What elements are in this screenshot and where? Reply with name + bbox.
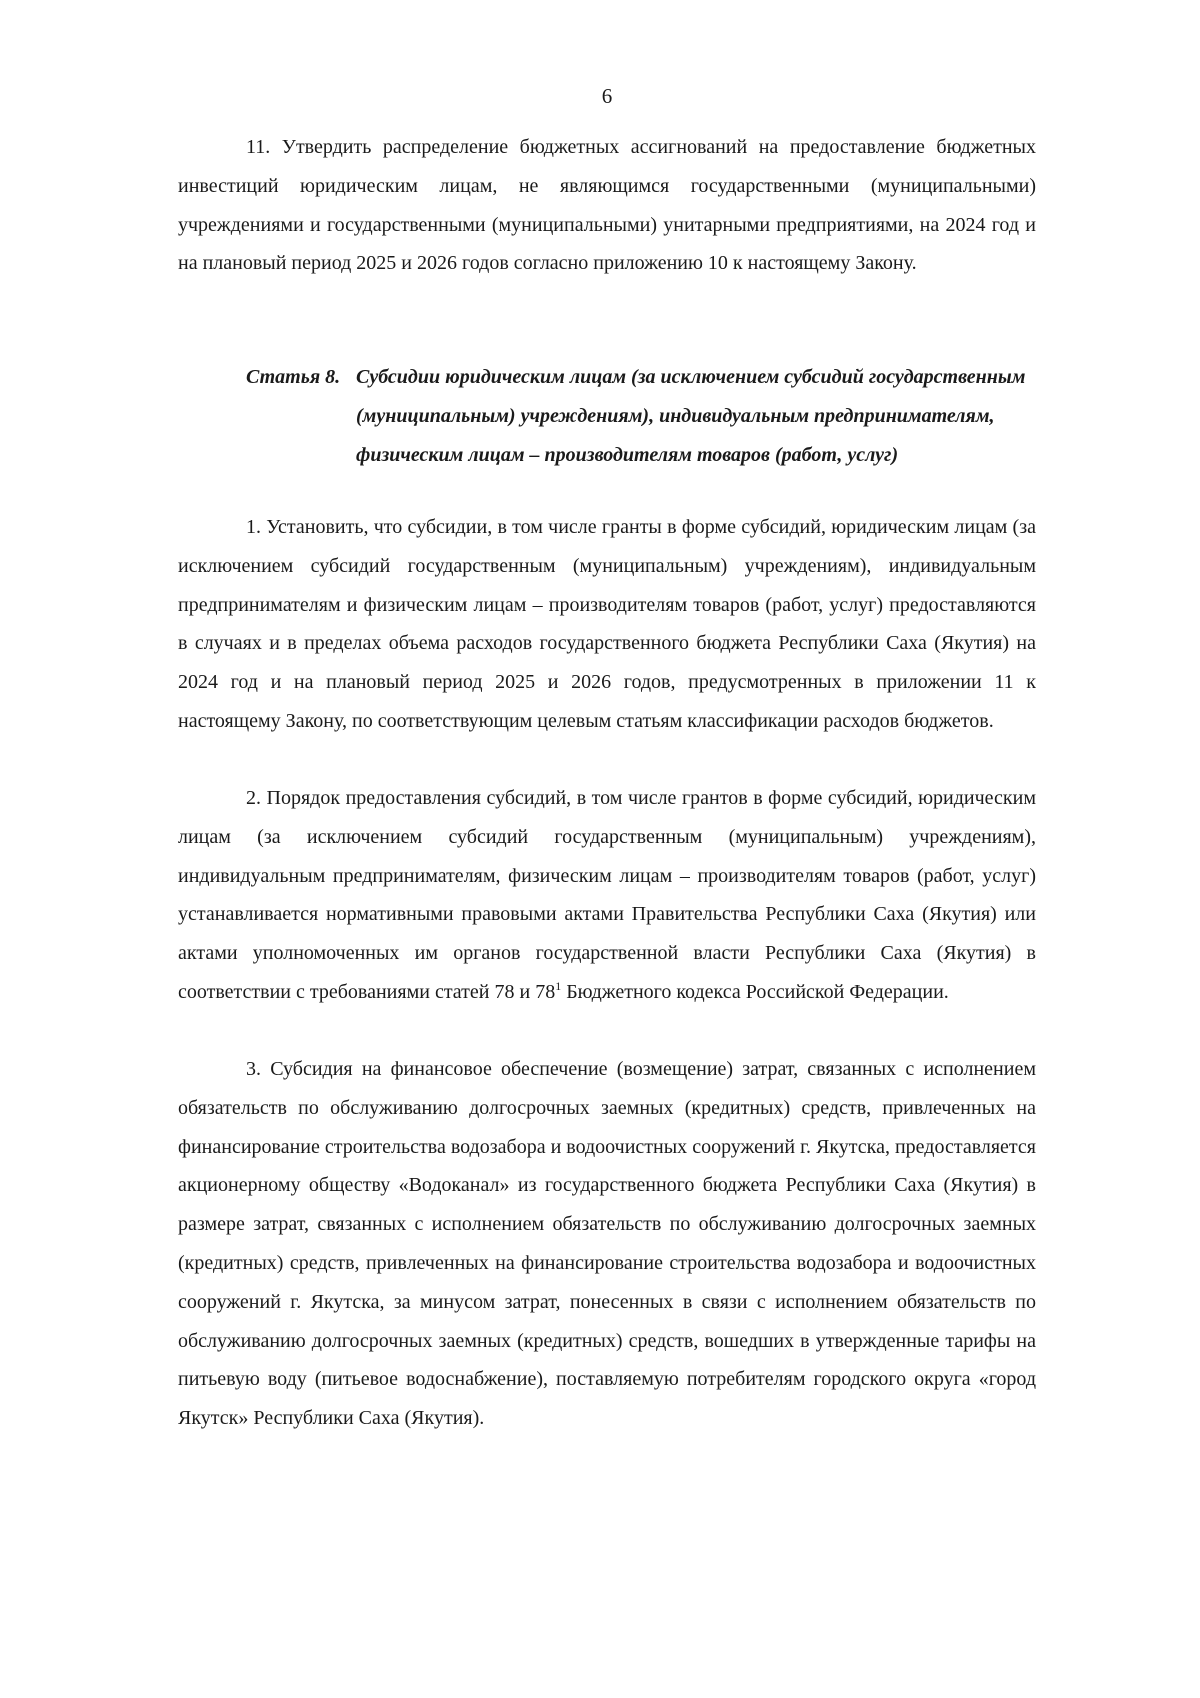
paragraph-11: 11. Утвердить распределение бюджетных ассигнований на предоставление бюджетных инвестиций юридическим лицам, не являющимся государственными (муниципальными) учреждениями и государственными (муниципальными) унитарными предприятиями, на 2024 год и на плановый период 2025 и 2026 годов согласно приложению 10 к настоящему Закону. <box>178 136 1036 275</box>
article-8-paragraph-2 <box>178 779 1036 1012</box>
article-8-title: Субсидии юридическим лицам (за исключением субсидий государственным (муниципальным) учреждениям), индивидуальным предпринимателям, физическим лицам – производителям товаров (работ, услуг) <box>356 366 1026 466</box>
article-superscript: 1 <box>555 978 562 993</box>
article-8-heading <box>178 358 1036 514</box>
article-8-label: Статья 8. <box>246 366 341 388</box>
article-8-paragraph-3: 3. Субсидия на финансовое обеспечение (возмещение) затрат, связанных с исполнением обязательств по обслуживанию долгосрочных заемных (кредитных) средств, привлеченных на финансирование строительства водозабора и водоочистных сооружений г. Якутска, предоставляется акционерному обществу «Водоканал» из государственного бюджета Республики Саха (Якутия) в размере затрат, связанных с исполнением обязательств по обслуживанию долгосрочных заемных (кредитных) средств, привлеченных на финансирование строительства водозабора и водоочистных сооружений г. Якутска, за минусом затрат, понесенных в связи с исполнением обязательств по обслуживанию долгосрочных заемных (кредитных) средств, вошедших в утвержденные тарифы на питьевую воду (питьевое водоснабжение), поставляемую потребителям городского округа «город Якутск» Республики Саха (Якутия). <box>178 1058 1036 1430</box>
paragraph-2-text: 2. Порядок предоставления субсидий, в том числе грантов в форме субсидий, юридическим лицам (за исключением субсидий государственным (муниципальным) учреждениям), индивидуальным предпринимателям, физическим лицам – производителям товаров (работ, услуг) устанавливается нормативными правовыми актами Правительства Республики Саха (Якутия) или актами уполномоченных им органов государственной власти Республики Саха (Якутия) в соответствии с требованиями статей 78 и 78 <box>178 787 1036 1003</box>
document-page <box>178 0 1036 1698</box>
page-number: 6 <box>601 84 613 108</box>
article-8-paragraph-1: 1. Установить, что субсидии, в том числе гранты в форме субсидий, юридическим лицам (за исключением субсидий государственным (муниципальным) учреждениям), индивидуальным предпринимателям и физическим лицам – производителям товаров (работ, услуг) предоставляются в случаях и в пределах объема расходов государственного бюджета Республики Саха (Якутия) на 2024 год и на плановый период 2025 и 2026 годов, предусмотренных в приложении 11 к настоящему Закону, по соответствующим целевым статьям классификации расходов бюджетов. <box>178 516 1036 732</box>
paragraph-2-tail: Бюджетного кодекса Российской Федерации. <box>561 980 949 1003</box>
